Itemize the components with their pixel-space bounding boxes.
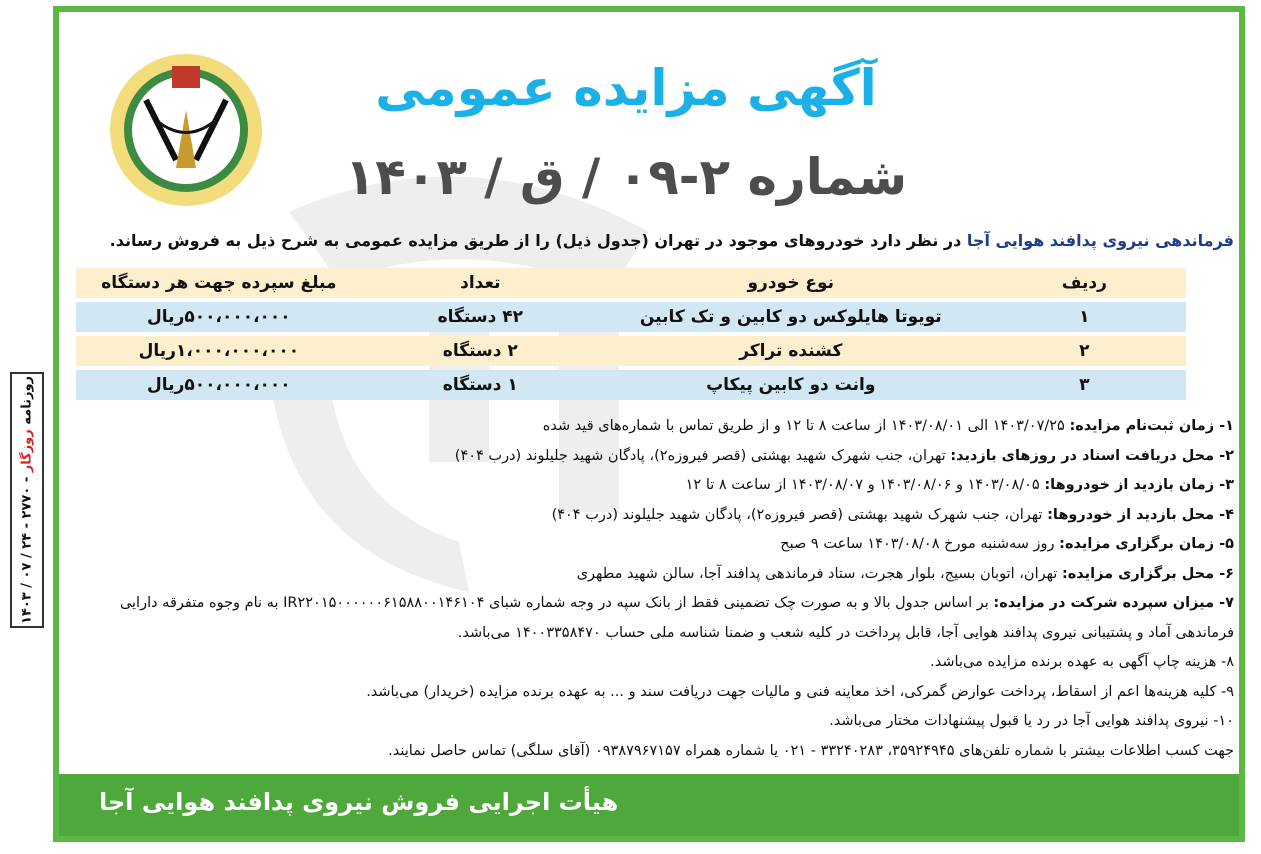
- newspaper-side-label: [10, 372, 44, 628]
- clause-text: تهران، جنب شهرک شهید بهشتی (قصر فیروزه۲)، پادگان شهید جلیلوند (درب ۴۰۴): [454, 447, 951, 464]
- ad-frame: [53, 6, 1245, 842]
- header-row-number: ردیف: [983, 268, 1186, 298]
- table-row: [76, 370, 1186, 400]
- table-row: [76, 336, 1186, 366]
- clause-text: تهران، جنب شهرک شهید بهشتی (قصر فیروزه۲)، پادگان شهید جلیلوند (درب ۴۰۴): [551, 506, 1048, 523]
- footer-text: هیأت اجرایی فروش نیروی پدافند هوایی آجا: [99, 788, 619, 816]
- vehicle-type: وانت دو کابین پیکاپ: [599, 370, 983, 400]
- intro-org: فرماندهی نیروی پدافند هوایی آجا: [966, 231, 1234, 250]
- newspaper-name: روزگار: [19, 429, 35, 473]
- vehicle-type: تویوتا هایلوکس دو کابین و تک کابین: [599, 302, 983, 332]
- clause-item: [69, 501, 1234, 531]
- clause-item: [69, 560, 1234, 590]
- vehicle-count: ۲ دستگاه: [362, 336, 599, 366]
- clause-item: [69, 412, 1234, 442]
- clause-item: [69, 737, 1234, 767]
- table-row: [76, 302, 1186, 332]
- clause-label: ۶- محل برگزاری مزایده:: [1061, 565, 1234, 582]
- table-header-row: [76, 268, 1186, 298]
- clause-label: ۳- زمان بازدید از خودروها:: [1044, 477, 1234, 493]
- clause-item: [69, 442, 1234, 472]
- vehicle-count: ۱ دستگاه: [362, 370, 599, 400]
- clause-item: [69, 530, 1234, 560]
- clause-label: ۴- محل بازدید از خودروها:: [1047, 506, 1234, 523]
- clause-label: ۲- محل دریافت اسناد در روزهای بازدید:: [950, 447, 1234, 464]
- clause-text: ۱۴۰۳/۰۷/۲۵ الی ۱۴۰۳/۰۸/۰۱ از ساعت ۸ تا ۱۲ و از طریق تماس با شماره‌های قید شده: [542, 418, 1070, 434]
- intro-text: در نظر دارد خودروهای موجود در تهران (جدول ذیل) را از طریق مزایده عمومی به شرح ذیل به فروش رساند.: [109, 231, 967, 250]
- clause-label: ۵- زمان برگزاری مزایده:: [1059, 536, 1234, 552]
- clause-item: [69, 648, 1234, 678]
- clause-item: [69, 471, 1234, 501]
- row-number: ۳: [983, 370, 1186, 400]
- deposit-amount: ۵۰۰،۰۰۰،۰۰۰ریال: [76, 370, 362, 400]
- header-count: تعداد: [362, 268, 599, 298]
- header-deposit: مبلغ سپرده جهت هر دستگاه: [76, 268, 362, 298]
- intro-paragraph: [59, 227, 1234, 255]
- vehicle-type: کشنده تراکر: [599, 336, 983, 366]
- clause-item: [69, 589, 1234, 648]
- clause-text: ۱۴۰۳/۰۸/۰۵ و ۱۴۰۳/۰۸/۰۶ و ۱۴۰۳/۰۸/۰۷ از ساعت ۸ تا ۱۲: [685, 477, 1045, 493]
- clause-label: ۷- میزان سپرده شرکت در مزایده:: [993, 595, 1234, 611]
- deposit-amount: ۱،۰۰۰،۰۰۰،۰۰۰ریال: [76, 336, 362, 366]
- air-defense-emblem: [106, 50, 266, 210]
- deposit-amount: ۵۰۰،۰۰۰،۰۰۰ریال: [76, 302, 362, 332]
- clause-text: ۹- کلیه هزینه‌ها اعم از اسقاط، پرداخت عوارض گمرکی، اخذ معاینه فنی و مالیات جهت دریافت سند و ... به عهده برنده مزایده (خریدار) می‌باشد.: [366, 683, 1234, 700]
- notice-number: شماره ۲-۰۹ / ق / ۱۴۰۳: [344, 148, 908, 206]
- vehicles-table: [76, 264, 1186, 404]
- clause-text: ۸- هزینه چاپ آگهی به عهده برنده مزایده می‌باشد.: [930, 654, 1234, 670]
- clause-text: روز سه‌شنبه مورخ ۱۴۰۳/۰۸/۰۸ ساعت ۹ صبح: [780, 536, 1060, 552]
- clause-text: جهت کسب اطلاعات بیشتر با شماره تلفن‌های ۳۵۹۲۴۹۴۵، ۳۳۲۴۰۲۸۳ - ۰۲۱ یا شماره همراه ۰۹۳۸۷۹۶۷۱۵۷ (آقای سلگی) تماس حاصل نمایند.: [388, 742, 1234, 759]
- side-label-text: روزنامه روزگار - ۲۷۷۰ - ۲۴ / ۰۷ / ۱۴۰۳: [19, 375, 35, 625]
- row-number: ۲: [983, 336, 1186, 366]
- clause-text: بر اساس جدول بالا و به صورت چک تضمینی فقط از بانک سپه در وجه شماره شبای IR۲۲۰۱۵۰۰۰۰۰۰۶۱۵۸۸۰۰۱۴۶۱۰۴ به نام وجوه متفرقه دارایی فرماندهی آماد و پشتیبانی نیروی پدافند هوایی آجا، قابل پرداخت در کلیه شعب و ضمنا شناسه ملی حساب ۱۴۰۰۳۳۵۸۴۷۰ می‌باشد.: [119, 595, 1234, 641]
- clause-label: ۱- زمان ثبت‌نام مزایده:: [1069, 418, 1234, 434]
- vehicle-count: ۴۲ دستگاه: [362, 302, 599, 332]
- clause-text: تهران، اتوبان بسیج، بلوار هجرت، ستاد فرماندهی پدافند آجا، سالن شهید مطهری: [576, 565, 1062, 582]
- clause-item: [69, 707, 1234, 737]
- header-vehicle-type: نوع خودرو: [599, 268, 983, 298]
- clause-text: ۱۰- نیروی پدافند هوایی آجا در رد یا قبول پیشنهادات مختار می‌باشد.: [829, 713, 1234, 729]
- row-number: ۱: [983, 302, 1186, 332]
- footer-banner: [59, 774, 1239, 836]
- notice-title: آگهی مزایده عمومی: [375, 59, 877, 117]
- clause-item: [69, 678, 1234, 708]
- clauses-list: [69, 412, 1234, 766]
